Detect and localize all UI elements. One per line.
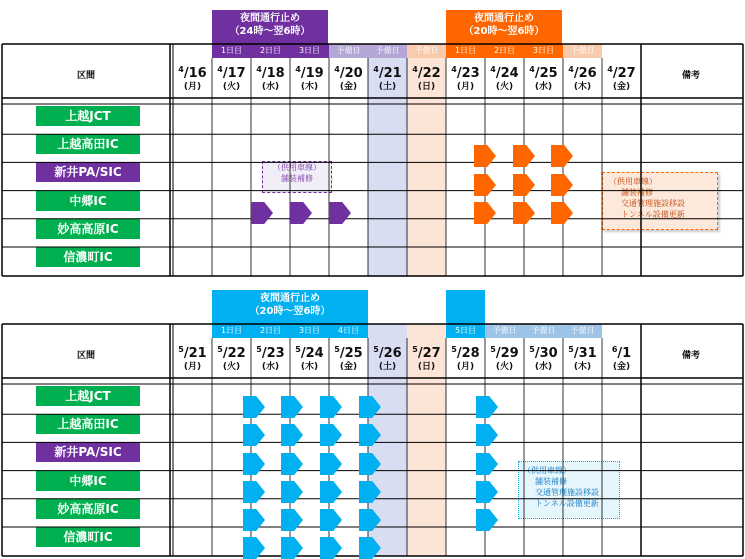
closure-arrow-marker — [359, 481, 381, 503]
weekday: (火) — [495, 82, 514, 92]
day-tag: 2日目 — [485, 44, 524, 58]
day: 18 — [266, 66, 285, 81]
weekday: (土) — [378, 362, 397, 372]
day: 25 — [539, 66, 558, 81]
closure-arrow-marker — [359, 453, 381, 475]
month: 4 — [529, 65, 535, 74]
ic-label-shinano: 信濃町IC — [36, 527, 140, 547]
day-tag: 2日目 — [251, 324, 290, 338]
day: 26 — [578, 66, 597, 81]
weekday: (火) — [222, 362, 241, 372]
closure-arrow-marker — [281, 481, 303, 503]
date-cell: $^6$/1 (金) — [602, 343, 641, 373]
day: 27 — [422, 346, 441, 361]
date-cell: $^4$/20 (金) — [329, 63, 368, 93]
day: 28 — [461, 346, 480, 361]
date-cell: $^5$/22 (火) — [212, 343, 251, 373]
date-cell: $^4$/17 (火) — [212, 63, 251, 93]
day: 16 — [188, 66, 207, 81]
kukan-header: 区間 — [76, 351, 95, 361]
weekday: (金) — [612, 362, 631, 372]
ic-label-shinano: 信濃町IC — [36, 247, 140, 267]
day: 27 — [617, 66, 636, 81]
weekday: (木) — [300, 362, 319, 372]
month: 4 — [451, 65, 457, 74]
note-line: （供用車線） — [273, 163, 321, 172]
day: 1 — [622, 346, 632, 361]
ic-label-arai: 新井PA/SIC — [36, 162, 140, 182]
banner-line1: 夜間通行止め — [260, 293, 320, 304]
month: 5 — [178, 345, 184, 354]
month: 4 — [412, 65, 418, 74]
month: 4 — [178, 65, 184, 74]
month: 6 — [611, 345, 618, 354]
note-line: 交通管理施設移設 — [621, 199, 685, 208]
note-line: 舗装補修 — [535, 477, 567, 486]
day-tag: 予備日 — [524, 324, 563, 338]
closure-arrow-marker — [320, 509, 342, 531]
closure-arrow-marker — [281, 453, 303, 475]
day-tag: 予備日 — [563, 324, 602, 338]
date-cell: $^5$/29 (火) — [485, 343, 524, 373]
date-cell: $^4$/18 (水) — [251, 63, 290, 93]
day-tag: 予備日 — [563, 44, 602, 58]
date-cell: $^4$/16 (月) — [173, 63, 212, 93]
month: 5 — [412, 345, 418, 354]
closure-arrow-marker — [551, 145, 573, 167]
day-tag: 2日目 — [251, 44, 290, 58]
closure-arrow-marker — [476, 481, 498, 503]
day: 26 — [383, 346, 402, 361]
day-tag: 5日目 — [446, 324, 485, 338]
closure-arrow-marker — [359, 509, 381, 531]
day: 19 — [305, 66, 324, 81]
day: 23 — [266, 346, 285, 361]
closure-arrow-marker — [474, 145, 496, 167]
closure-arrow-marker — [513, 202, 535, 224]
weekday: (金) — [339, 82, 358, 92]
ic-label-nakago: 中郷IC — [36, 191, 140, 211]
month: 5 — [373, 345, 379, 354]
date-cell: $^5$/25 (金) — [329, 343, 368, 373]
month: 4 — [217, 65, 223, 74]
month: 5 — [256, 345, 262, 354]
note-line: （供用車線） — [609, 177, 657, 186]
day: 22 — [422, 66, 441, 81]
closure-arrow-marker — [243, 509, 265, 531]
weekday: (土) — [378, 82, 397, 92]
date-cell: $^4$/26 (木) — [563, 63, 602, 93]
day-tag: 1日目 — [212, 44, 251, 58]
date-cell: $^5$/27 (日) — [407, 343, 446, 373]
weekday: (金) — [612, 82, 631, 92]
closure-arrow-marker — [551, 202, 573, 224]
weekday: (火) — [495, 362, 514, 372]
date-cell: $^5$/24 (木) — [290, 343, 329, 373]
ic-label-takada: 上越高田IC — [36, 414, 140, 434]
month: 5 — [568, 345, 574, 354]
day-tag: 3日目 — [524, 44, 563, 58]
month: 4 — [568, 65, 574, 74]
day: 24 — [500, 66, 519, 81]
date-cell: $^5$/28 (月) — [446, 343, 485, 373]
day-tag: 4日目 — [329, 324, 368, 338]
note-line: 舗装補修 — [281, 174, 313, 183]
closure-arrow-marker — [320, 453, 342, 475]
day-tag: 3日目 — [290, 44, 329, 58]
month: 5 — [451, 345, 457, 354]
closure-arrow-marker — [290, 202, 312, 224]
date-cell: $^4$/27 (金) — [602, 63, 641, 93]
day: 17 — [227, 66, 246, 81]
closure-arrow-marker — [513, 145, 535, 167]
ic-label-myoko: 妙高高原IC — [36, 499, 140, 519]
closure-arrow-marker — [476, 453, 498, 475]
month: 4 — [334, 65, 340, 74]
day: 30 — [539, 346, 558, 361]
closure-arrow-marker — [251, 202, 273, 224]
closure-arrow-marker — [474, 202, 496, 224]
day: 24 — [305, 346, 324, 361]
day-tag: 予備日 — [368, 44, 407, 58]
note-line: トンネル設備更新 — [535, 499, 599, 508]
day-tag: 3日目 — [290, 324, 329, 338]
day-tag: 1日目 — [446, 44, 485, 58]
weekday: (月) — [183, 362, 202, 372]
closure-arrow-marker — [476, 509, 498, 531]
banner-line1: 夜間通行止め — [240, 13, 300, 24]
banner-line1: 夜間通行止め — [474, 13, 534, 24]
closure-arrow-marker — [243, 453, 265, 475]
month: 4 — [256, 65, 262, 74]
bikou-header: 備考 — [681, 351, 700, 361]
date-cell: $^5$/23 (水) — [251, 343, 290, 373]
weekday: (月) — [456, 362, 475, 372]
day: 31 — [578, 346, 597, 361]
closure-arrow-marker — [474, 174, 496, 196]
day-tag: 予備日 — [407, 44, 446, 58]
date-cell: $^5$/21 (月) — [173, 343, 212, 373]
ic-label-myoko: 妙高高原IC — [36, 219, 140, 239]
day-tag: 1日目 — [212, 324, 251, 338]
weekday: (水) — [261, 362, 280, 372]
date-cell: $^4$/23 (月) — [446, 63, 485, 93]
bikou-header: 備考 — [681, 71, 700, 81]
weekday: (水) — [534, 362, 553, 372]
ic-label-takada: 上越高田IC — [36, 134, 140, 154]
closure-arrow-marker — [281, 509, 303, 531]
day: 23 — [461, 66, 480, 81]
weekday: (金) — [339, 362, 358, 372]
banner-line2: （20時～翌6時） — [249, 306, 331, 317]
month: 4 — [295, 65, 301, 74]
month: 4 — [607, 65, 613, 74]
weekday: (月) — [183, 82, 202, 92]
month: 5 — [295, 345, 301, 354]
weekday: (木) — [573, 362, 592, 372]
ic-label-arai: 新井PA/SIC — [36, 442, 140, 462]
weekday: (火) — [222, 82, 241, 92]
closure-arrow-marker — [551, 174, 573, 196]
closure-arrow-marker — [320, 481, 342, 503]
note-line: トンネル設備更新 — [621, 210, 685, 219]
ic-label-jct: 上越JCT — [36, 106, 140, 126]
day-tag: 予備日 — [485, 324, 524, 338]
closure-arrow-marker — [329, 202, 351, 224]
closure-arrow-marker — [243, 481, 265, 503]
note-line: 交通管理施設移設 — [535, 488, 599, 497]
day: 21 — [188, 346, 207, 361]
date-cell: $^5$/31 (木) — [563, 343, 602, 373]
date-cell: $^4$/25 (水) — [524, 63, 563, 93]
date-cell: $^5$/30 (水) — [524, 343, 563, 373]
banner-line2: （20時～翌6時） — [463, 26, 545, 37]
month: 4 — [373, 65, 379, 74]
ic-label-nakago: 中郷IC — [36, 471, 140, 491]
weekday: (水) — [261, 82, 280, 92]
weekday: (水) — [534, 82, 553, 92]
day: 22 — [227, 346, 246, 361]
weekday: (木) — [573, 82, 592, 92]
month: 4 — [490, 65, 496, 74]
month: 5 — [217, 345, 223, 354]
day: 21 — [383, 66, 402, 81]
date-cell: $^4$/22 (日) — [407, 63, 446, 93]
month: 5 — [529, 345, 535, 354]
month: 5 — [490, 345, 496, 354]
date-cell: $^4$/19 (木) — [290, 63, 329, 93]
banner-line2: （24時～翌6時） — [229, 26, 311, 37]
weekday: (木) — [300, 82, 319, 92]
closure-arrow-marker — [513, 174, 535, 196]
date-cell: $^4$/21 (土) — [368, 63, 407, 93]
day: 25 — [344, 346, 363, 361]
day: 20 — [344, 66, 363, 81]
weekday: (月) — [456, 82, 475, 92]
date-cell: $^5$/26 (土) — [368, 343, 407, 373]
day-tag: 予備日 — [329, 44, 368, 58]
month: 5 — [334, 345, 340, 354]
kukan-header: 区間 — [76, 71, 95, 81]
note-line: （供用車線） — [523, 466, 571, 475]
note-line: 舗装補修 — [621, 188, 653, 197]
weekday: (日) — [417, 82, 436, 92]
day: 29 — [500, 346, 519, 361]
ic-label-jct: 上越JCT — [36, 386, 140, 406]
weekday: (日) — [417, 362, 436, 372]
date-cell: $^4$/24 (火) — [485, 63, 524, 93]
